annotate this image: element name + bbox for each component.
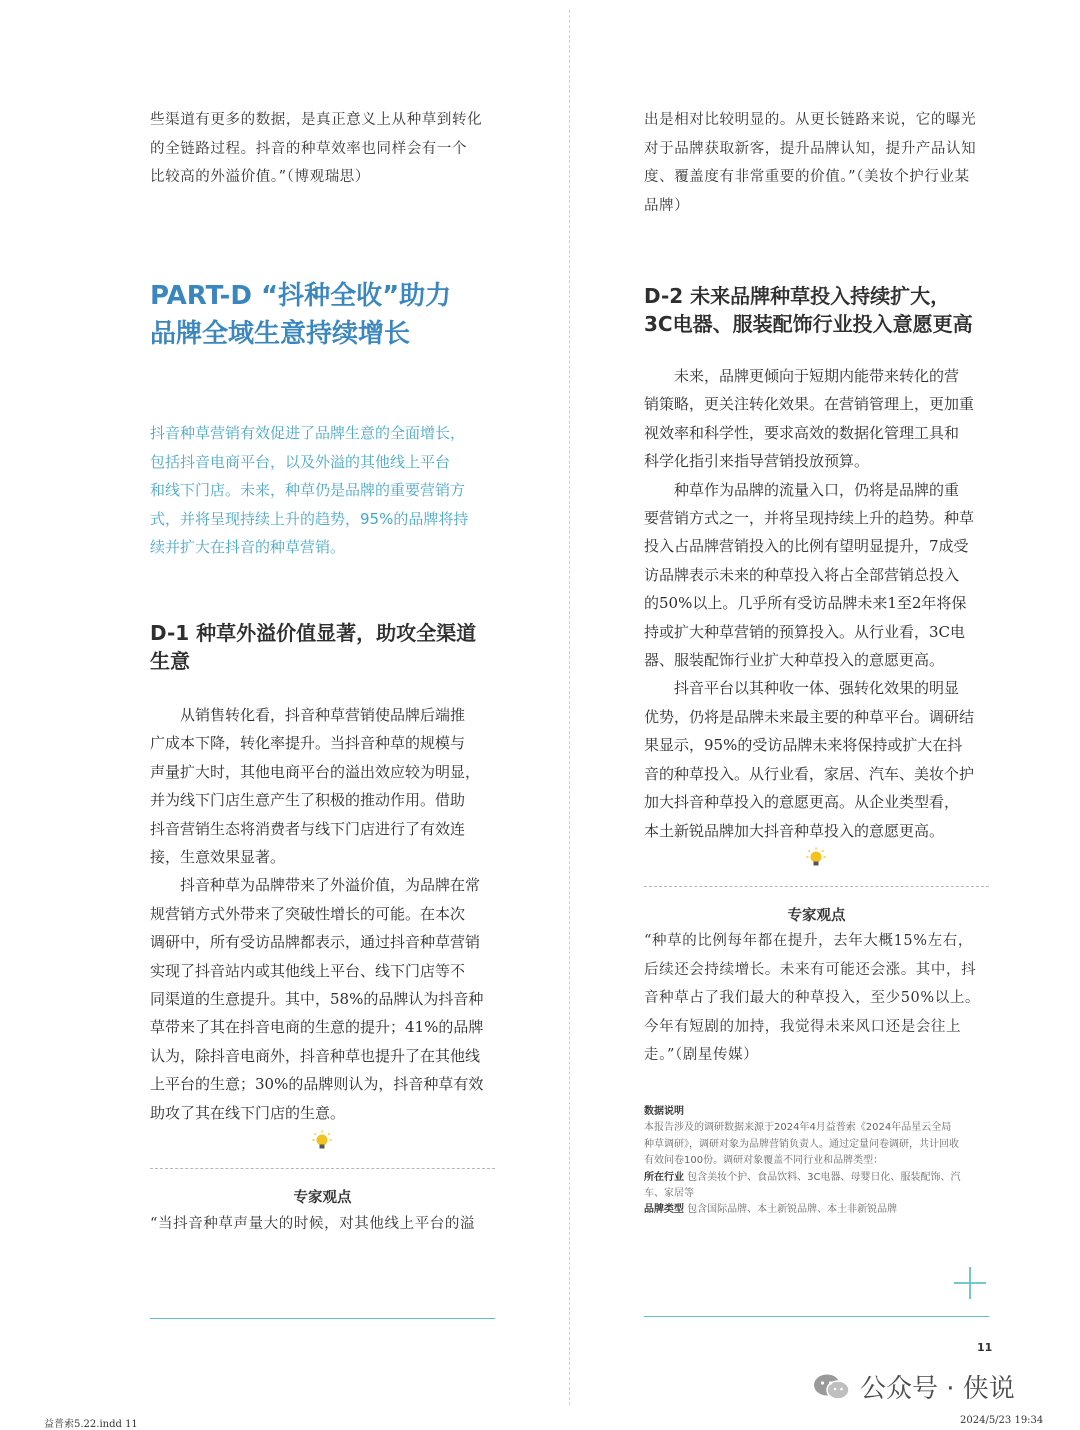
body-line: 助攻了其在线下门店的生意。 (150, 1103, 346, 1122)
body-line: 从销售转化看，抖音种草营销使品牌后端推 (180, 706, 466, 724)
body-line: 投入占品牌营销投入的比例有望明显提升，7成受 (644, 537, 969, 556)
data-note (644, 1104, 994, 1219)
industry-text-cont: 车、家居等 (644, 1188, 694, 1200)
body-line: 声量扩大时，其他电商平台的溢出效应较为明显， (150, 762, 481, 781)
wechat-watermark (812, 1368, 1015, 1405)
data-note-brand (644, 1202, 994, 1218)
paragraph (644, 362, 989, 476)
body-line: 同渠道的生意提升。其中，58%的品牌认为抖音种 (150, 990, 484, 1009)
body-line: 本土新锐品牌加大抖音种草投入的意愿更高。 (644, 821, 945, 840)
body-line: 科学化指引来指导营销投放预算。 (644, 452, 870, 471)
d2-body (644, 362, 989, 845)
body-line: 接，生意效果显著。 (150, 848, 286, 867)
paragraph (644, 674, 989, 844)
quote-line: 对于品牌获取新客，提升品牌认知，提升产品认知 (644, 140, 977, 157)
quote-line: 走。”（剧星传媒） (644, 1047, 759, 1063)
body-line: 果显示，95%的受访品牌未来将保持或扩大在抖 (644, 736, 963, 755)
bottom-rule (150, 1318, 495, 1319)
footer-right: 2024/5/23 19:34 (960, 1415, 1044, 1426)
quote-line: “种草的比例每年都在提升，去年大概15%左右， (644, 933, 973, 949)
body-line: 的50%以上。几乎所有受访品牌未来1至2年将保 (644, 594, 967, 613)
data-note-title: 数据说明 (644, 1106, 684, 1117)
body-line: 加大抖音种草投入的意愿更高。从企业类型看， (644, 793, 960, 812)
body-line: 要营销方式之一，并将呈现持续上升的趋势。种草 (644, 509, 975, 528)
data-note-line: 本报告涉及的调研数据来源于2024年4月益普索《2024年品星云全局 (644, 1122, 952, 1134)
divider-dashed (150, 1168, 495, 1169)
divider-dashed (644, 886, 989, 887)
body-line: 广成本下降，转化率提升。当抖音种草的规模与 (150, 734, 466, 753)
industry-text: 包含美妆个护、食品饮料、3C电器、母婴日化、服装配饰、汽 (684, 1171, 961, 1183)
expert-title: 专家观点 (787, 908, 846, 924)
intro-paragraph (150, 419, 510, 562)
section-title-d2 (644, 282, 1004, 338)
part-title-line: PART-D “抖种全收”助力 (150, 281, 452, 311)
expert-quote (644, 927, 989, 1070)
footer-left: 益普索5.22.indd 11 (44, 1419, 138, 1430)
body-line: 草带来了其在抖音电商的生意的提升；41%的品牌 (150, 1018, 484, 1037)
section-title-line: 生意 (150, 649, 190, 673)
lightbulb-icon (806, 847, 826, 871)
body-line: 抖音营销生态将消费者与线下门店进行了有效连 (150, 819, 466, 838)
quote-line: 比较高的外溢价值。”（博观瑞思） (150, 169, 371, 185)
body-line: 视效率和科学性，要求高效的数据化管理工具和 (644, 423, 960, 442)
section-title-line: D-1 种草外溢价值显著，助攻全渠道 (150, 621, 477, 645)
body-line: 音的种草投入。从行业看，家居、汽车、美妆个护 (644, 764, 975, 783)
brand-text: 包含国际品牌、本土新锐品牌、本土非新锐品牌 (684, 1204, 898, 1216)
paragraph (644, 476, 989, 675)
quote-line: 音种草占了我们最大的种草投入，至少50%以上。 (644, 990, 981, 1006)
body-line: 规营销方式外带来了突破性增长的可能。在本次 (150, 904, 466, 923)
part-title-line: 品牌全域生意持续增长 (150, 319, 411, 349)
right-top-quote (644, 106, 989, 220)
body-line: 优势，仍将是品牌未来最主要的种草平台。调研结 (644, 707, 975, 726)
quote-line: 后续还会持续增长。未来有可能还会涨。其中，抖 (644, 961, 977, 978)
lightbulb-icon (312, 1130, 332, 1154)
body-line: 上平台的生意；30%的品牌则认为，抖音种草有效 (150, 1075, 484, 1094)
data-note-line: 有效问卷100份。调研对象覆盖不同行业和品牌类型： (644, 1155, 884, 1167)
quote-line: 的全链路过程。抖音的种草效率也同样会有一个 (150, 140, 468, 157)
body-line: 访品牌表示未来的种草投入将占全部营销总投入 (644, 565, 960, 584)
plus-decor-icon (952, 1265, 988, 1301)
part-title (150, 277, 510, 353)
expert-quote: “当抖音种草声量大的时候，对其他线上平台的溢 (150, 1216, 476, 1232)
section-title-line: 3C电器、服装配饰行业投入意愿更高 (644, 312, 973, 336)
quote-line: 度、覆盖度有非常重要的价值。”（美妆个护行业某 (644, 169, 970, 185)
paragraph (150, 701, 495, 871)
body-line: 抖音种草为品牌带来了外溢价值，为品牌在常 (180, 876, 481, 895)
intro-line: 抖音种草营销有效促进了品牌生意的全面增长， (150, 424, 466, 442)
body-line: 销策略，更关注转化效果。在营销管理上，更加重 (644, 395, 975, 414)
left-top-quote (150, 106, 495, 192)
body-line: 认为，除抖音电商外，抖音种草也提升了在其他线 (150, 1046, 481, 1065)
bottom-rule (644, 1316, 989, 1317)
intro-line: 续并扩大在抖音的种草营销。 (150, 538, 346, 557)
body-line: 器、服装配饰行业扩大种草投入的意愿更高。 (644, 651, 945, 670)
quote-line: 品牌） (644, 197, 690, 214)
quote-line: 出是相对比较明显的。从更长链路来说，它的曝光 (644, 112, 977, 128)
section-title-line: D-2 未来品牌种草投入持续扩大， (644, 284, 951, 308)
expert-title: 专家观点 (293, 1190, 352, 1206)
body-line: 调研中，所有受访品牌都表示，通过抖音种草营销 (150, 933, 481, 952)
data-note-line: 种草调研》，调研对象为品牌营销负责人。通过定量问卷调研，共计回收 (644, 1138, 959, 1150)
d1-body (150, 701, 495, 1127)
quote-line: 今年有短剧的加持，我觉得未来风口还是会往上 (644, 1018, 962, 1035)
intro-line: 式，并将呈现持续上升的趋势，95%的品牌将持 (150, 509, 469, 528)
column-divider (569, 10, 570, 1405)
section-title-d1 (150, 619, 510, 675)
page-number: 11 (977, 1341, 993, 1354)
body-line: 持或扩大种草营销的预算投入。从行业看，3C电 (644, 622, 966, 641)
intro-line: 包括抖音电商平台，以及外溢的其他线上平台 (150, 452, 451, 471)
data-note-industry (644, 1170, 994, 1186)
wechat-icon (812, 1372, 852, 1402)
intro-line: 和线下门店。未来，种草仍是品牌的重要营销方 (150, 481, 466, 500)
body-line: 未来，品牌更倾向于短期内能带来转化的营 (674, 367, 960, 385)
watermark-text: 公众号 · 侠说 (860, 1374, 1015, 1404)
body-line: 抖音平台以其种收一体、强转化效果的明显 (674, 679, 960, 698)
brand-label: 品牌类型 (644, 1204, 684, 1216)
body-line: 种草作为品牌的流量入口，仍将是品牌的重 (674, 480, 960, 499)
paragraph (150, 871, 495, 1127)
body-line: 实现了抖音站内或其他线上平台、线下门店等不 (150, 961, 466, 980)
quote-line: 些渠道有更多的数据，是真正意义上从种草到转化 (150, 112, 483, 128)
body-line: 并为线下门店生意产生了积极的推动作用。借助 (150, 791, 466, 810)
industry-label: 所在行业 (644, 1171, 684, 1183)
